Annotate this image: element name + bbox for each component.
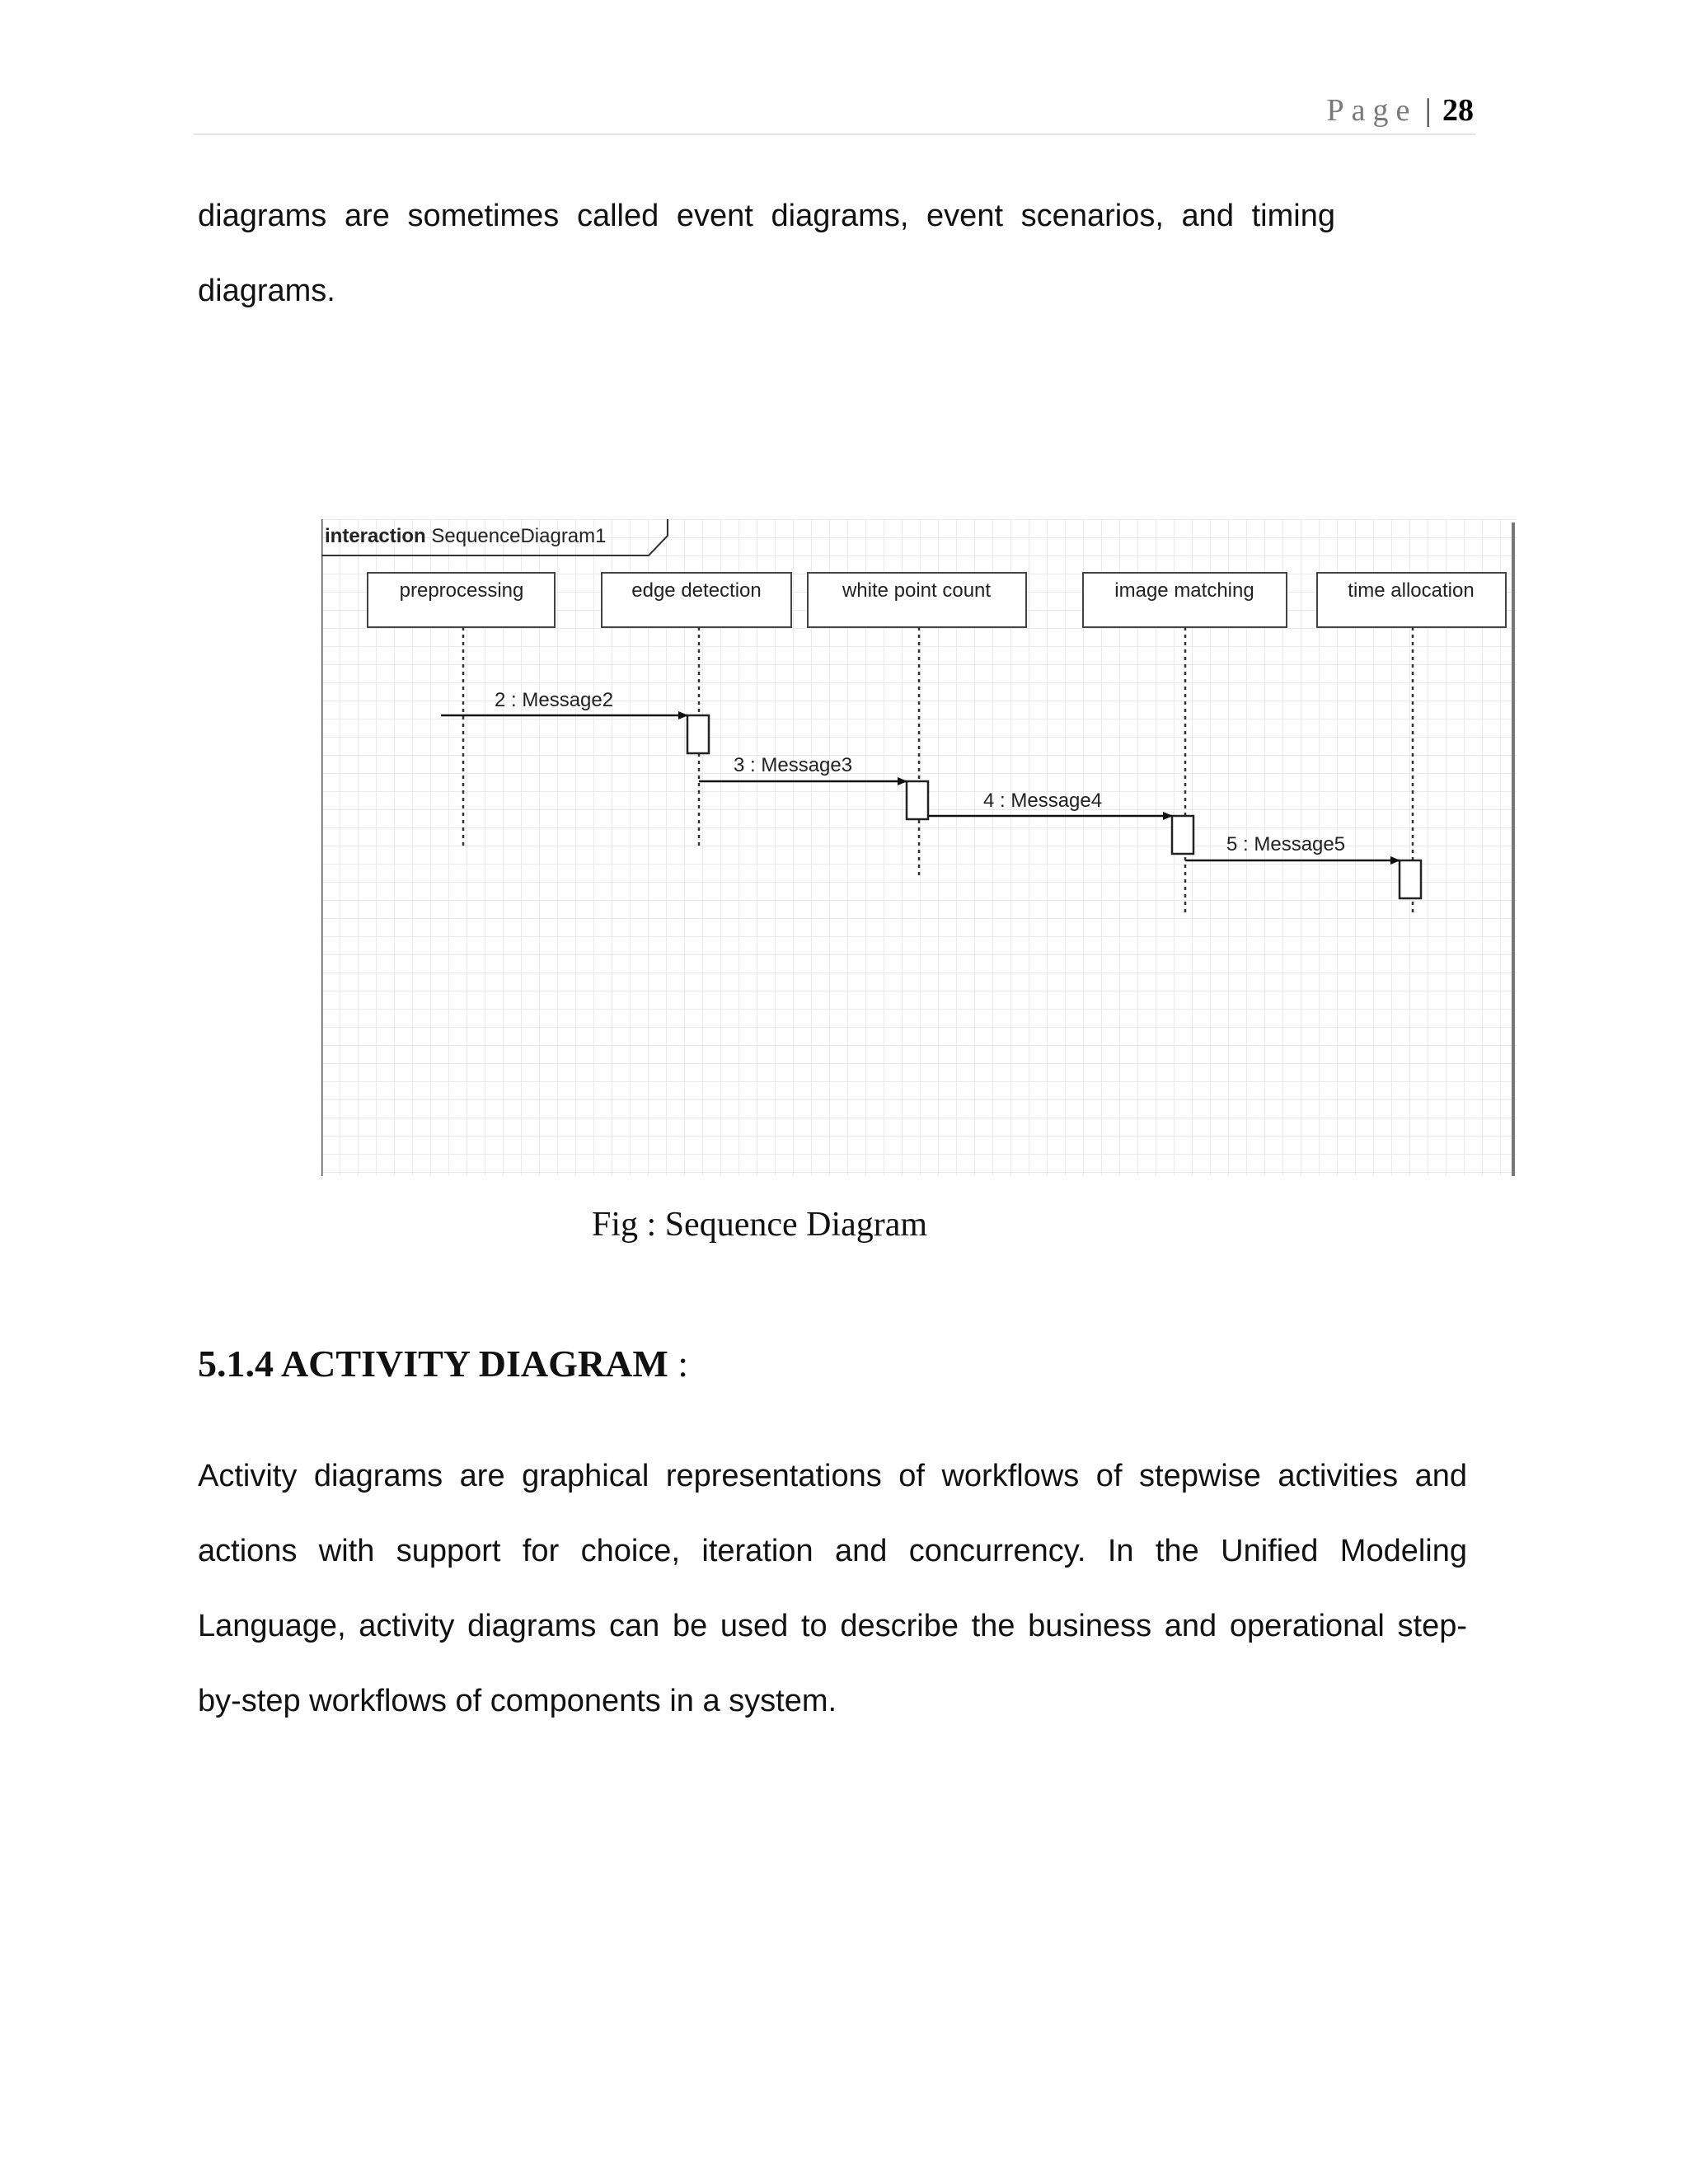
lifeline-label-image-matching: image matching [1114,579,1254,602]
sequence-diagram-svg [321,519,1517,1179]
message-label-2: 2 : Message2 [495,689,614,711]
activation-time-allocation [1400,860,1421,898]
page-separator: | [1424,93,1432,128]
lifeline-label-time-allocation: time allocation [1348,579,1475,602]
page-number: 28 [1442,93,1474,128]
figure-caption: Fig : Sequence Diagram [592,1206,928,1244]
activity-line-3: Language, activity diagrams can be used to describe the business and operational step- [198,1609,1467,1643]
frame-label [325,525,607,547]
page-header [1327,92,1474,129]
activity-line-2: actions with support for choice, iteration and concurrency. In the Unified Modeling [198,1534,1467,1568]
sequence-diagram [321,519,1517,1179]
lifeline-label-white-point-count: white point count [842,579,992,602]
section-heading-text: 5.1.4 ACTIVITY DIAGRAM [198,1343,668,1385]
activity-line-1: Activity diagrams are graphical representations of workflows of stepwise activities and [198,1459,1467,1493]
activation-white-point-count [907,781,928,819]
lifeline-label-preprocessing: preprocessing [399,579,524,602]
section-heading-colon: : [678,1343,689,1385]
section-heading [198,1342,688,1385]
activation-edge-detection [687,715,709,753]
activity-line-4: by-step workflows of components in a system. [198,1684,837,1718]
frame-name: SequenceDiagram1 [431,525,607,547]
lifeline-label-edge-detection: edge detection [631,579,762,602]
header-rule [194,134,1475,135]
page-label: Page [1326,93,1418,128]
activation-image-matching [1172,816,1193,854]
intro-paragraph [198,179,1335,329]
frame-keyword: interaction [325,525,426,547]
activity-paragraph [198,1439,1467,1739]
intro-line-2: diagrams. [198,274,335,308]
message-label-4: 4 : Message4 [983,790,1103,812]
intro-line-1: diagrams are sometimes called event diagrams, event scenarios, and timing [198,199,1335,233]
message-label-5: 5 : Message5 [1226,833,1346,855]
message-label-3: 3 : Message3 [734,754,853,776]
